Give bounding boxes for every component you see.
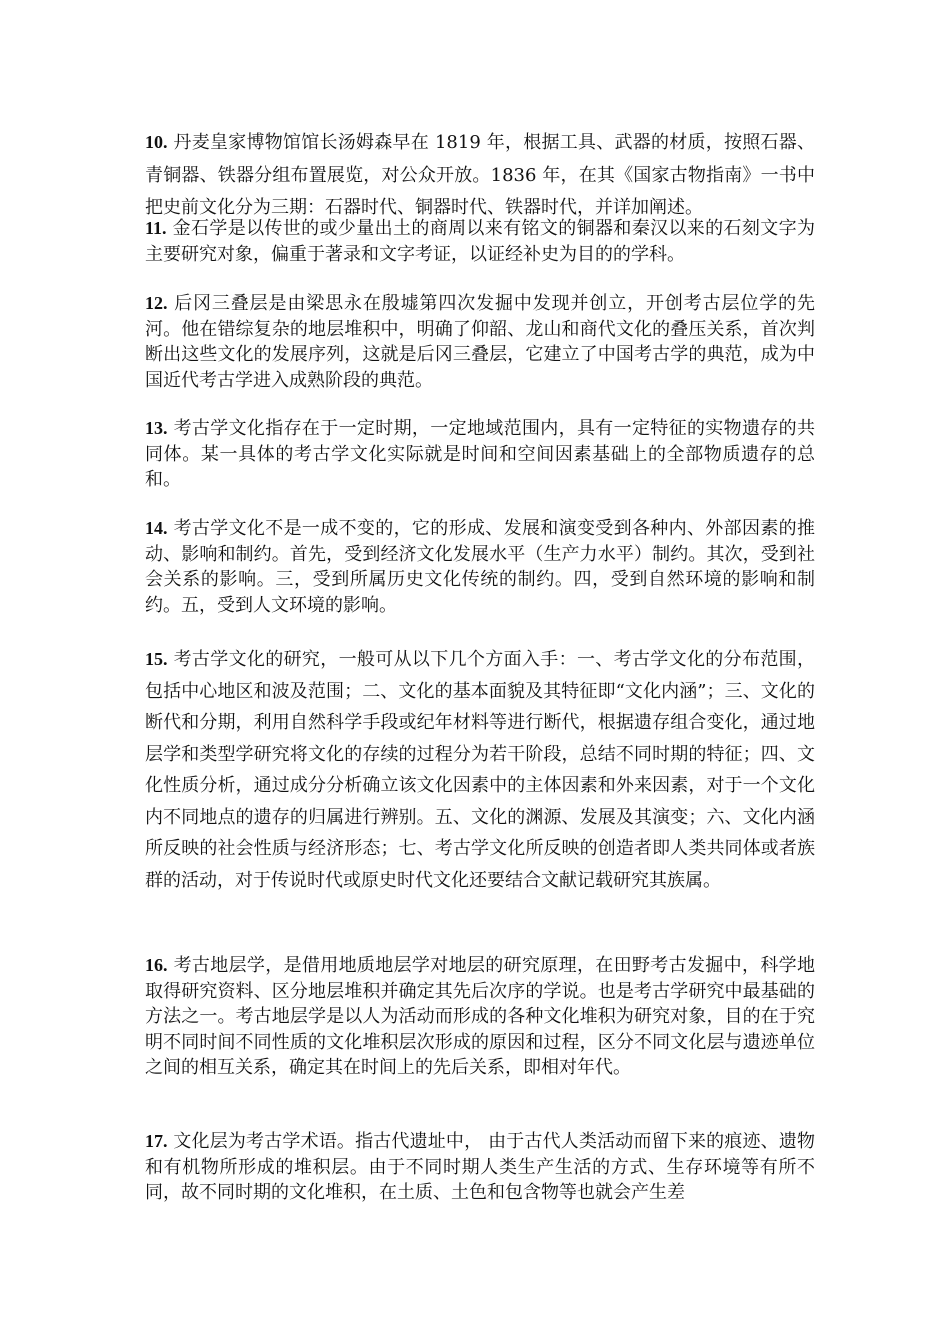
paragraph-text: 考古学文化不是一成不变的，它的形成、发展和演变受到各种内、外部因素的推动、影响和制约。首先，受到经济文化发展水平（生产力水平）制约。其次，受到社会关系的影响。三，受到所属历史文化传统的制约。四，受到自然环境的影响和制约。五，受到人文环境的影响。 (145, 518, 815, 616)
paragraph-text: 文化层为考古学术语。指古代遗址中， 由于古代人类活动而留下来的痕迹、遗物和有机物所形成的堆积层。由于不同时期人类生产生活的方式、生存环境等有所不同，故不同时期的文化堆积，在土质、土色和包含物等也就会产生差 (145, 1131, 815, 1203)
paragraph-number: 11. (145, 218, 167, 238)
paragraph-number: 10. (145, 132, 168, 152)
paragraph-number: 15. (145, 649, 168, 669)
paragraph-text: 后冈三叠层是由梁思永在殷墟第四次发掘中发现并创立，开创考古层位学的先河。他在错综复杂的地层堆积中，明确了仰韶、龙山和商代文化的叠压关系，首次判断出这些文化的发展序列，这就是后冈三叠层，它建立了中国考古学的典范，成为中国近代考古学进入成熟阶段的典范。 (145, 293, 815, 391)
paragraph-10 (145, 126, 815, 225)
paragraph-number: 16. (145, 955, 168, 975)
paragraph-13 (145, 416, 815, 493)
paragraph-text: 丹麦皇家博物馆馆长汤姆森早在 1819 年，根据工具、武器的材质，按照石器、青铜器、铁器分组布置展览，对公众开放。1836 年，在其《国家古物指南》一书中把史前文化分为三期：石器时代、铜器时代、铁器时代，并详加阐述。 (145, 132, 815, 218)
paragraph-15 (145, 644, 815, 896)
paragraph-number: 12. (145, 293, 168, 313)
paragraph-14 (145, 516, 815, 618)
paragraph-17 (145, 1129, 815, 1206)
paragraph-16 (145, 953, 815, 1081)
paragraph-text: 考古学文化的研究，一般可从以下几个方面入手：一、考古学文化的分布范围，包括中心地区和波及范围；二、文化的基本面貌及其特征即“文化内涵”；三、文化的断代和分期，利用自然科学手段或纪年材料等进行断代，根据遗存组合变化，通过地层学和类型学研究将文化的存续的过程分为若干阶段，总结不同时期的特征；四、文化性质分析，通过成分分析确立该文化因素中的主体因素和外来因素，对于一个文化内不同地点的遗存的归属进行辨别。五、文化的渊源、发展及其演变；六、文化内涵所反映的社会性质与经济形态；七、考古学文化所反映的创造者即人类共同体或者族群的活动，对于传说时代或原史时代文化还要结合文献记载研究其族属。 (145, 649, 815, 891)
paragraph-number: 14. (145, 518, 168, 538)
paragraph-12 (145, 291, 815, 393)
paragraph-number: 17. (145, 1131, 168, 1151)
paragraph-text: 考古地层学，是借用地质地层学对地层的研究原理，在田野考古发掘中，科学地取得研究资料、区分地层堆积并确定其先后次序的学说。也是考古学研究中最基础的方法之一。考古地层学是以人为活动而形成的各种文化堆积为研究对象，目的在于究明不同时间不同性质的文化堆积层次形成的原因和过程，区分不同文化层与遗迹单位之间的相互关系，确定其在时间上的先后关系，即相对年代。 (145, 955, 815, 1078)
paragraph-number: 13. (145, 418, 168, 438)
paragraph-text: 金石学是以传世的或少量出土的商周以来有铭文的铜器和秦汉以来的石刻文字为主要研究对象，偏重于著录和文字考证，以证经补史为目的的学科。 (145, 218, 815, 265)
paragraph-11 (145, 216, 815, 267)
paragraph-text: 考古学文化指存在于一定时期，一定地域范围内，具有一定特征的实物遗存的共同体。某一具体的考古学文化实际就是时间和空间因素基础上的全部物质遗存的总和。 (145, 418, 815, 490)
